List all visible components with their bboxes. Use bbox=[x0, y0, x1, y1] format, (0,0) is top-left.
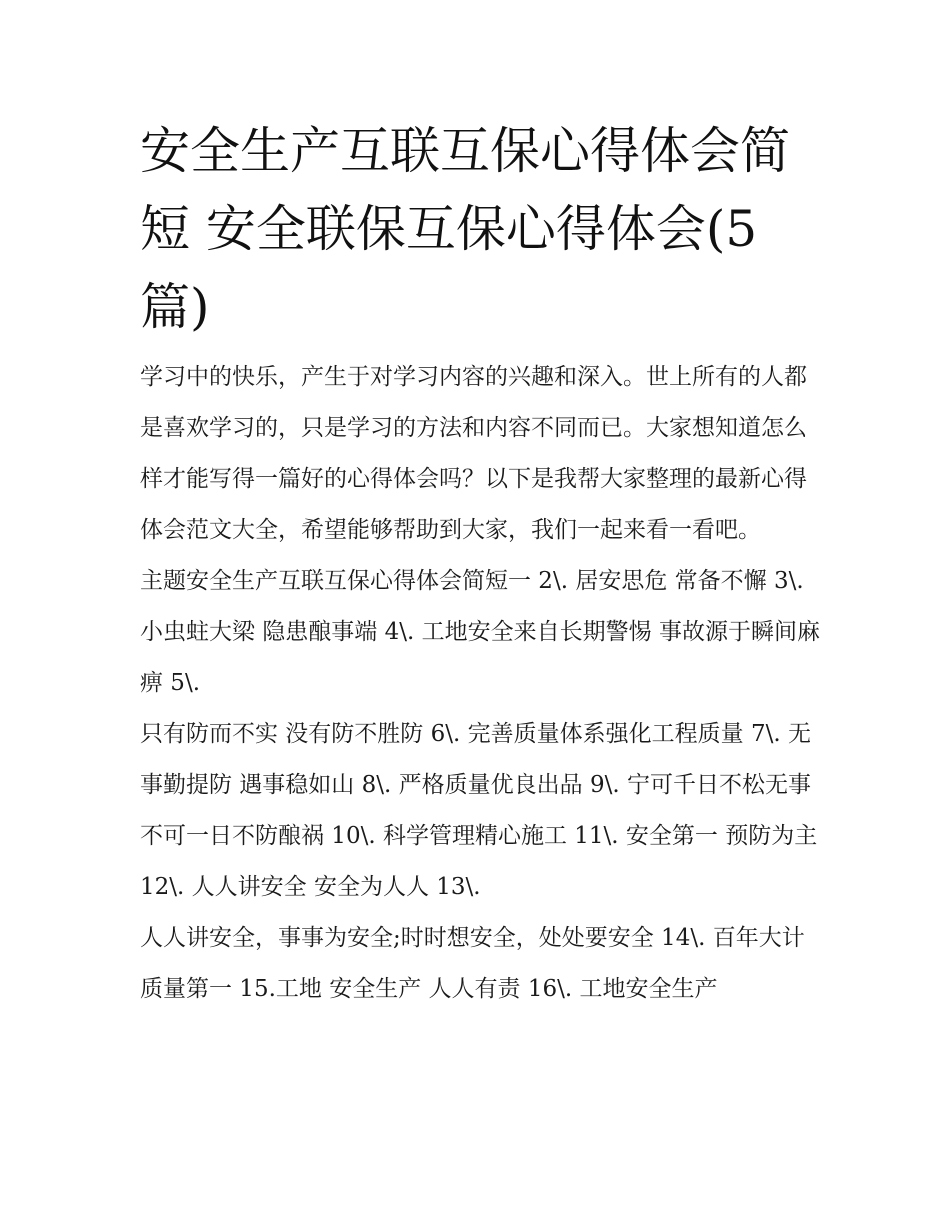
document-title: 安全生产互联互保心得体会简短 安全联保互保心得体会(5篇) bbox=[140, 122, 790, 336]
paragraph-slogans-2: 只有防而不实 没有防不胜防 6\. 完善质量体系强化工程质量 7\. 无事勤提防 遇事稳如山 8\. 严格质量优良出品 9\. 宁可千日不松无事 bbox=[140, 721, 811, 798]
paragraph-slogans-4: 人人讲安全，事事为安全;时时想安全，处处要安全 14\. 百年大计质量第一 15.工地 安全生产 人人有责 16\. 工地安全生产 bbox=[140, 925, 805, 1002]
document-body bbox=[140, 352, 820, 1015]
paragraph-slogans-1: 主题安全生产互联互保心得体会简短一 2\. 居安思危 常备不懈 3\. 小虫蛀大梁 隐患酿事端 4\. 工地安全来自长期警惕 事故源于瞬间麻痹 5\. bbox=[140, 568, 820, 696]
paragraph-intro: 学习中的快乐，产生于对学习内容的兴趣和深入。世上所有的人都是喜欢学习的，只是学习的方法和内容不同而已。大家想知道怎么样才能写得一篇好的心得体会吗？以下是我帮大家整理的最新心得体会范文大全，希望能够帮助到大家，我们一起来看一看吧。 bbox=[140, 364, 807, 543]
paragraph-slogans-3: 不可一日不防酿祸 10\. 科学管理精心施工 11\. 安全第一 预防为主 12\. 人人讲安全 安全为人人 13\. bbox=[140, 823, 818, 900]
